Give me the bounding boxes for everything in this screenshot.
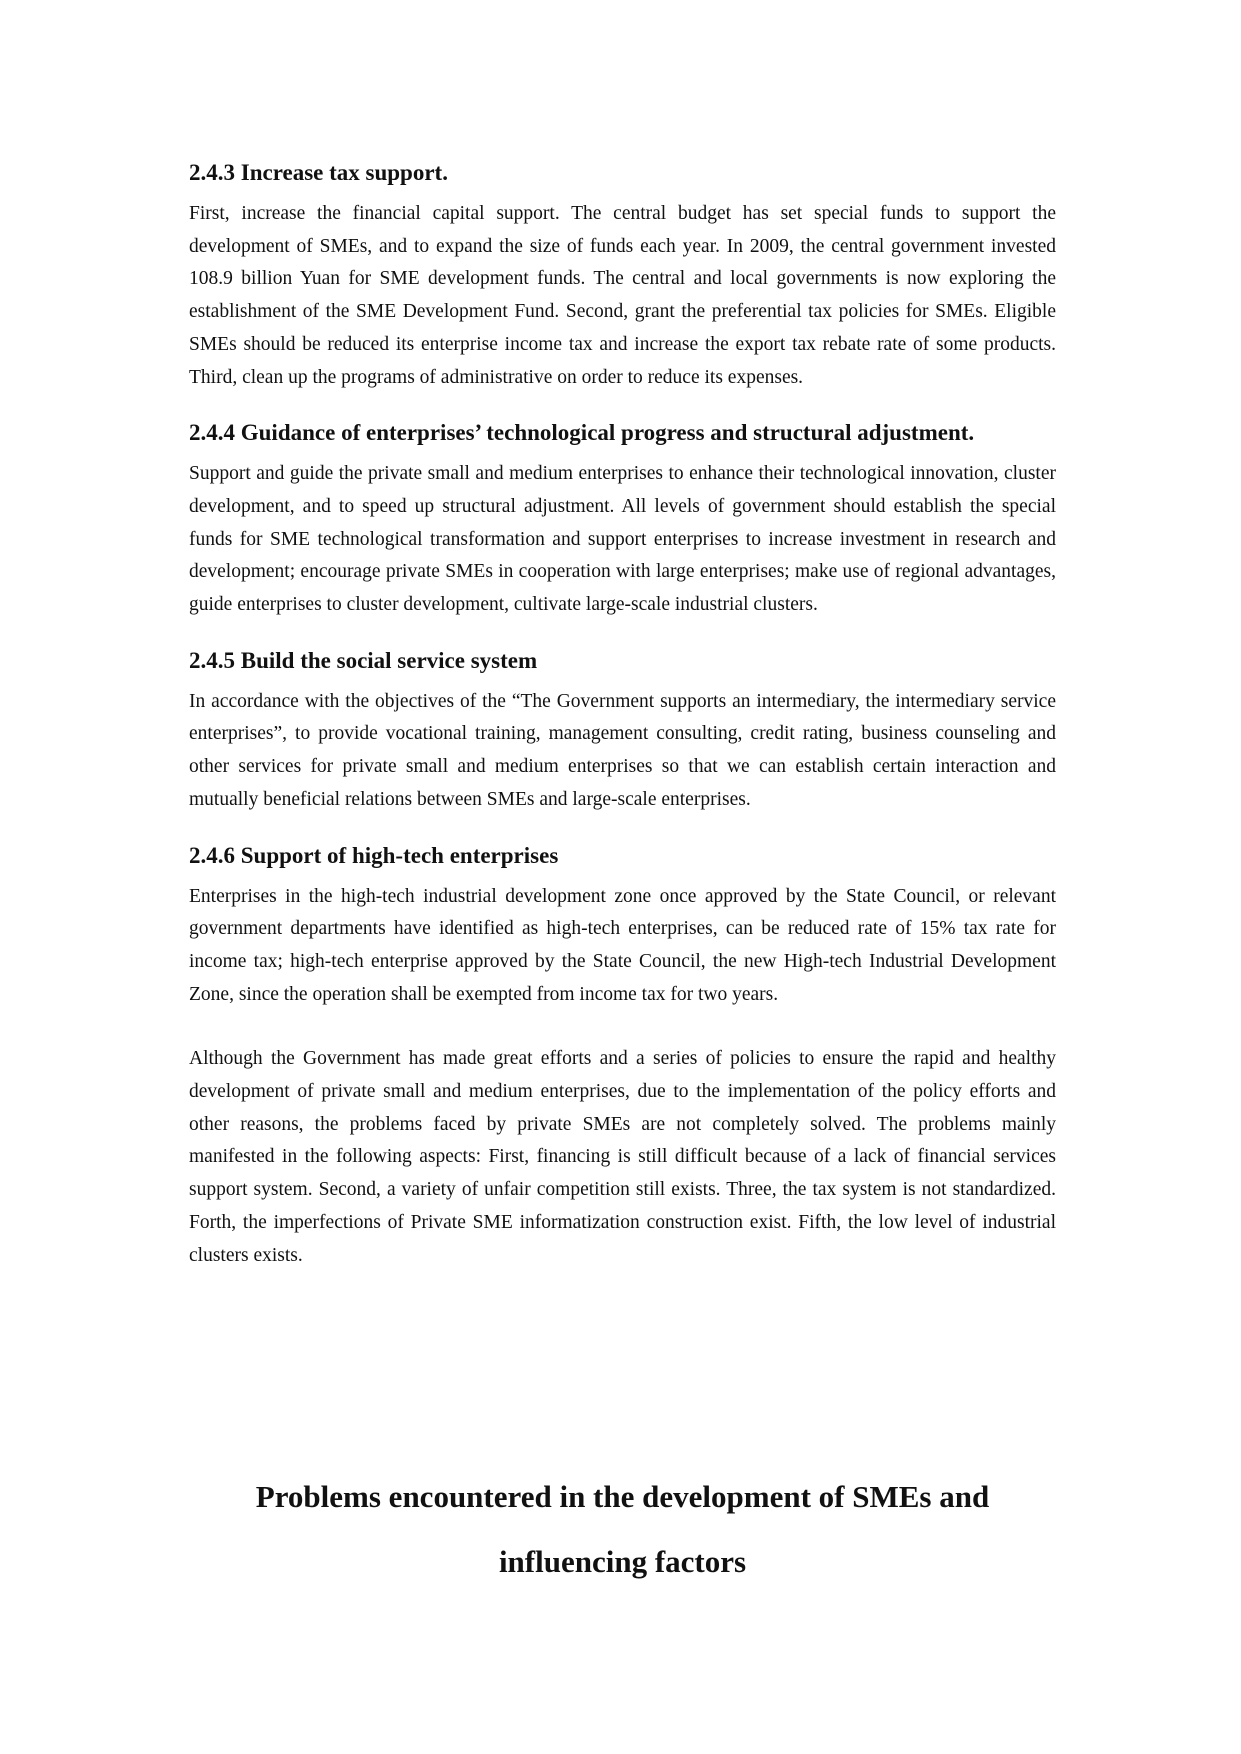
section-body-2-4-3: First, increase the financial capital support. The central budget has set special funds to support the development of SMEs, and to expand the size of funds each year. In 2009, the central government invested 108.9 billion Yuan for SME development funds. The central and local governments is now exploring the establishment of the SME Development Fund. Second, grant the preferential tax policies for SMEs. Eligible SMEs should be reduced its enterprise income tax and increase the export tax rebate rate of some products. Third, clean up the programs of administrative on order to reduce its expenses. (189, 203, 1056, 388)
chapter-title-line-1: Problems encountered in the development of SMEs and (255, 1479, 990, 1514)
section-body-2-4-6: Enterprises in the high-tech industrial development zone once approved by the State Council, or relevant government departments have identified as high-tech enterprises, can be reduced rate of 15% tax rate for income tax; high-tech enterprise approved by the State Council, the new High-tech Industrial Development Zone, since the operation shall be exempted from income tax for two years. (189, 885, 1056, 1005)
chapter-title-line-2: influencing factors (498, 1544, 747, 1579)
section-body-2-4-4: Support and guide the private small and medium enterprises to enhance their technological innovation, cluster development, and to speed up structural adjustment. All levels of government should establish the special funds for SME technological transformation and support enterprises to increase investment in research and development; encourage private SMEs in cooperation with large enterprises; make use of regional advantages, guide enterprises to cluster development, cultivate large-scale industrial clusters. (189, 463, 1056, 616)
page-content (189, 158, 1056, 1272)
chapter-title (189, 1464, 1056, 1594)
section-heading-2-4-3: 2.4.3 Increase tax support. (189, 160, 448, 185)
section-heading-2-4-6: 2.4.6 Support of high-tech enterprises (189, 842, 559, 868)
section-heading-2-4-5: 2.4.5 Build the social service system (189, 647, 538, 673)
section-body-2-4-5: In accordance with the objectives of the “The Government supports an intermediary, the intermediary service enterprises”, to provide vocational training, management consulting, credit rating, business counseling and other services for private small and medium enterprises so that we can establish certain interaction and mutually beneficial relations between SMEs and large-scale enterprises. (189, 690, 1056, 810)
section-heading-2-4-4: 2.4.4 Guidance of enterprises’ technological progress and structural adjustment. (189, 420, 975, 446)
summary-paragraph: Although the Government has made great efforts and a series of policies to ensure the rapid and healthy development of private small and medium enterprises, due to the implementation of the policy efforts and other reasons, the problems faced by private SMEs are not completely solved. The problems mainly manifested in the following aspects: First, financing is still difficult because of a lack of financial services support system. Second, a variety of unfair competition still exists. Three, the tax system is not standardized. Forth, the imperfections of Private SME informatization construction exist. Fifth, the low level of industrial clusters exists. (189, 1048, 1056, 1266)
